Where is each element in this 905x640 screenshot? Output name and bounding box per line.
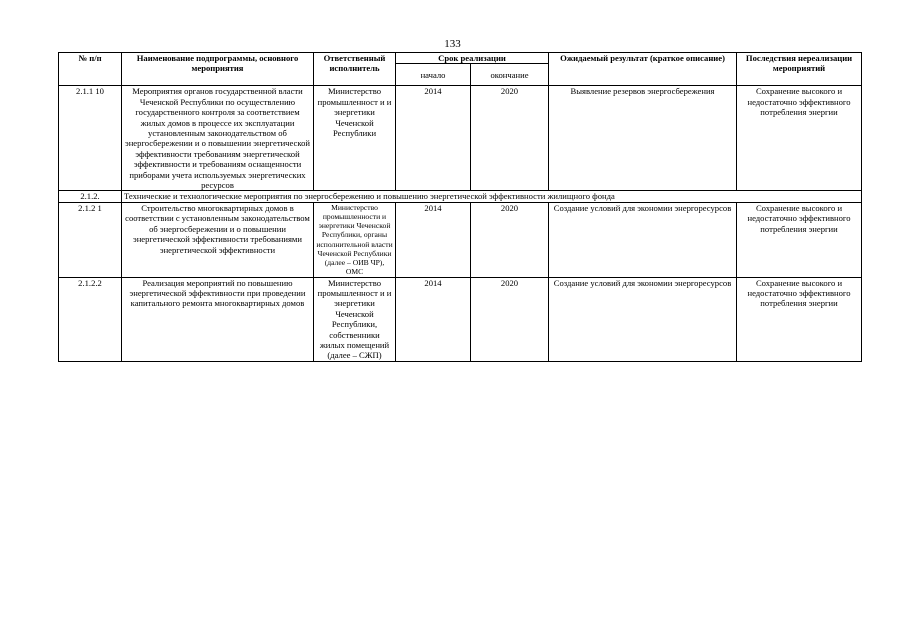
section-num: 2.1.2. xyxy=(59,191,122,202)
header-responsible: Ответственный исполнитель xyxy=(314,53,396,86)
row-end: 2020 xyxy=(471,277,549,361)
header-name: Наименование подпрограммы, основного мероприятия xyxy=(122,53,314,86)
row-start: 2014 xyxy=(396,86,471,191)
row-num: 2.1.2.2 xyxy=(59,277,122,361)
table-row xyxy=(59,86,862,191)
section-title: Технические и технологические мероприятия по энергосбережению и повышению энергетической эффективности жилищного фонда xyxy=(122,191,862,202)
row-start: 2014 xyxy=(396,277,471,361)
row-responsible: Министерство промышленност и и энергетики Чеченской Республики, собственники жилых помещений (далее – СЖП) xyxy=(314,277,396,361)
row-end: 2020 xyxy=(471,202,549,277)
table-row xyxy=(59,277,862,361)
row-consequences: Сохранение высокого и недостаточно эффективного потребления энергии xyxy=(737,202,862,277)
row-result: Создание условий для экономии энергоресурсов xyxy=(549,202,737,277)
table-row xyxy=(59,202,862,277)
row-consequences: Сохранение высокого и недостаточно эффективного потребления энергии xyxy=(737,277,862,361)
row-responsible: Министерство промышленности и энергетики Чеченской Республики, органы исполнительной власти Чеченской Республики (далее – ОИВ ЧР), ОМС xyxy=(314,202,396,277)
section-row xyxy=(59,191,862,202)
table-header-row xyxy=(59,53,862,64)
header-end: окончание xyxy=(471,64,549,86)
row-name: Реализация мероприятий по повышению энергетической эффективности при проведении капитального ремонта многоквартирных домов xyxy=(122,277,314,361)
row-num: 2.1.1 10 xyxy=(59,86,122,191)
row-result: Выявление резервов энергосбережения xyxy=(549,86,737,191)
header-num: № п/п xyxy=(59,53,122,86)
program-table xyxy=(58,52,862,362)
header-consequences: Последствия нереализации мероприятий xyxy=(737,53,862,86)
header-result: Ожидаемый результат (краткое описание) xyxy=(549,53,737,86)
row-result: Создание условий для экономии энергоресурсов xyxy=(549,277,737,361)
row-consequences: Сохранение высокого и недостаточно эффективного потребления энергии xyxy=(737,86,862,191)
row-name: Строительство многоквартирных домов в соответствии с установленным законодательством об энергосбережении и о повышении энергетической эффективности требованиями энергетической эффективности xyxy=(122,202,314,277)
header-period: Срок реализации xyxy=(396,53,549,64)
row-name: Мероприятия органов государственной власти Чеченской Республики по осуществлению государственного контроля за соответствием жилых домов в процессе их эксплуатации установленным законодательством об энергосбережении и о повышении энергетической эффективности требованиям энергетической эффективности и требованиям оснащенности приборами учета используемых энергетических ресурсов xyxy=(122,86,314,191)
page-number: 133 xyxy=(444,38,461,50)
row-start: 2014 xyxy=(396,202,471,277)
row-end: 2020 xyxy=(471,86,549,191)
row-num: 2.1.2 1 xyxy=(59,202,122,277)
header-start: начало xyxy=(396,64,471,86)
row-responsible: Министерство промышленност и и энергетики Чеченской Республики xyxy=(314,86,396,191)
